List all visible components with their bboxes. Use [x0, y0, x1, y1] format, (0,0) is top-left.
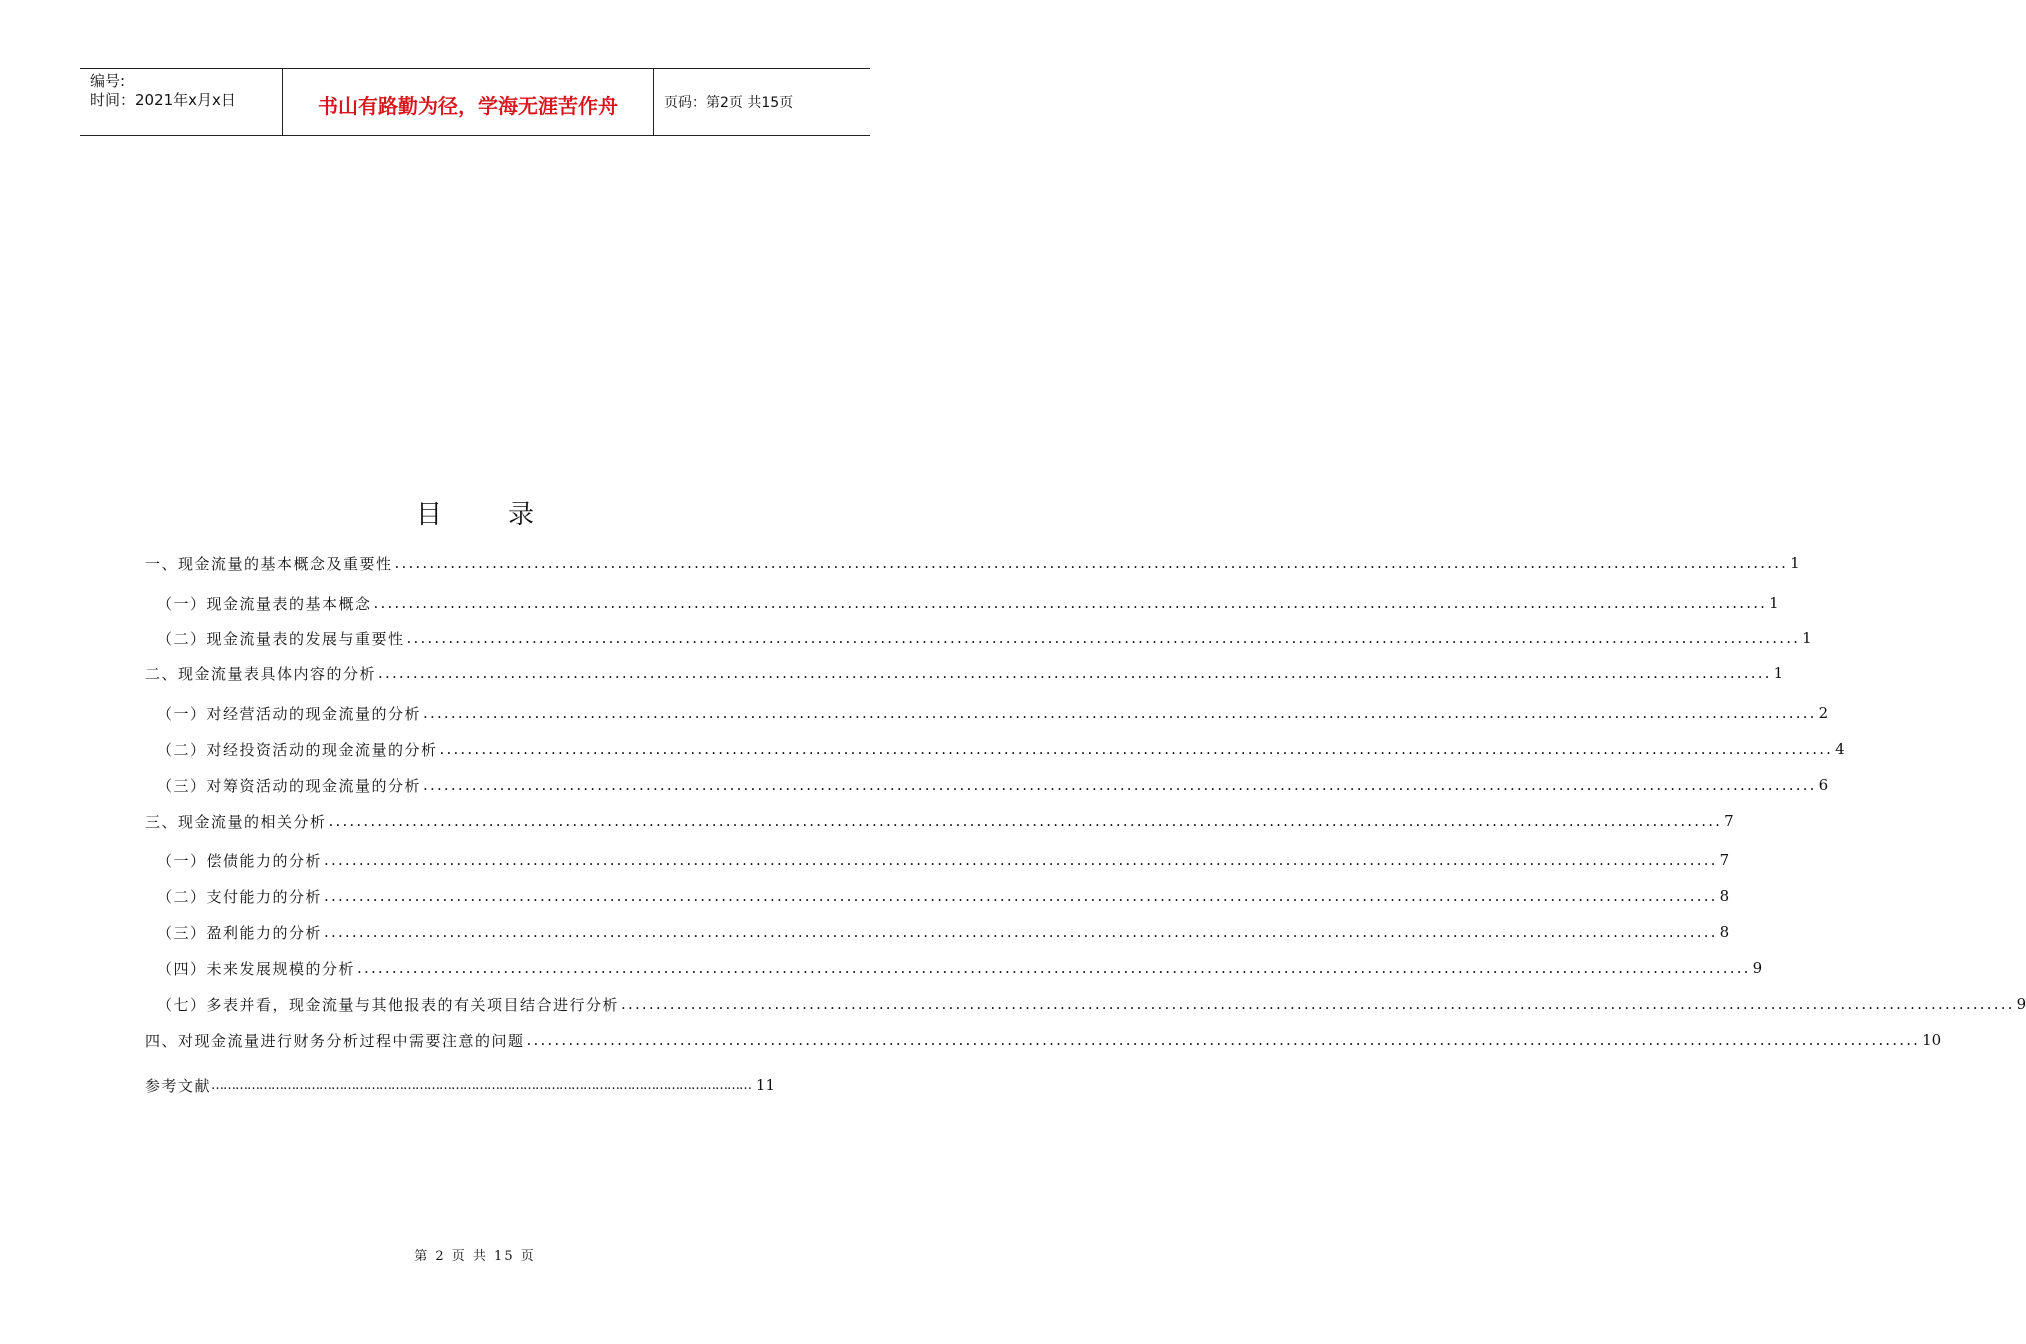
toc-entry-page: 1 [1773, 664, 1784, 682]
toc-entry-leader: ........................................................................................................................................................................................................ [439, 740, 1834, 758]
toc-entry-page: 11 [755, 1076, 775, 1094]
toc-entry-leader: ……………………………………………………………………………………………………………………… [211, 1077, 752, 1093]
toc-entry-text: 参考文献 [145, 1076, 212, 1095]
toc-entry-text: 三、现金流量的相关分析 [145, 812, 327, 831]
toc-entry-leader: ........................................................................................................................................................................................................ [406, 629, 1801, 647]
toc-entry-text: （三）对筹资活动的现金流量的分析 [157, 776, 422, 795]
toc-title-left: 目 [415, 500, 442, 530]
toc-entry-page: 7 [1724, 812, 1734, 830]
toc-entry[interactable] [157, 734, 1845, 764]
toc-entry[interactable] [157, 881, 1730, 911]
toc-entry-text: （二）对经投资活动的现金流量的分析 [157, 740, 438, 759]
toc-entry-leader: ........................................................................................................................................................................................................ [328, 812, 1723, 830]
toc-entry-text: （一）偿债能力的分析 [157, 851, 323, 870]
toc-entry[interactable] [145, 548, 1800, 578]
document-time: 时间：2021年x月x日 [90, 91, 236, 109]
toc-entry-text: （一）现金流量表的基本概念 [157, 594, 372, 613]
toc-entry[interactable] [157, 770, 1829, 800]
header-meta [80, 69, 282, 135]
toc-entry-page: 6 [1818, 776, 1829, 794]
toc-entry-text: 一、现金流量的基本概念及重要性 [145, 554, 393, 573]
toc-entry-page: 1 [1802, 629, 1812, 647]
toc-entry[interactable] [145, 806, 1734, 836]
toc-entry-page: 4 [1835, 740, 1845, 758]
toc-entry[interactable] [157, 953, 1763, 983]
toc-entry[interactable] [145, 1025, 1942, 1055]
toc-entry-leader: ........................................................................................................................................................................................................ [324, 887, 1718, 905]
header-page-info-cell [654, 69, 870, 135]
toc-entry-leader: ........................................................................................................................................................................................................ [378, 664, 1772, 682]
header-motto: 书山有路勤为径，学海无涯苦作舟 [318, 93, 618, 118]
toc-entry-leader: ........................................................................................................................................................................................................ [373, 594, 1768, 612]
toc-entry-page: 9 [1752, 959, 1763, 977]
toc-entry[interactable] [157, 623, 1812, 653]
toc-title [0, 494, 950, 531]
toc-entry-text: （二）支付能力的分析 [157, 887, 323, 906]
toc-entry-page: 1 [1790, 554, 1800, 572]
toc-entry-page: 1 [1769, 594, 1779, 612]
toc-entry-leader: ........................................................................................................................................................................................................ [394, 554, 1789, 572]
toc-entry[interactable] [157, 588, 1779, 618]
page-footer: 第 2 页 共 15 页 [414, 1249, 536, 1264]
toc-entry-page: 8 [1719, 887, 1730, 905]
document-number-label: 编号: [90, 72, 126, 90]
toc-entry[interactable] [157, 845, 1730, 875]
toc-references-entry[interactable] [145, 1070, 775, 1100]
toc-entry-text: 二、现金流量表具体内容的分析 [145, 664, 377, 683]
toc-entry-leader: ........................................................................................................................................................................................................ [423, 704, 1817, 722]
toc-entry-page: 2 [1818, 704, 1829, 722]
header-page-info: 页码：第2页 共15页 [664, 95, 794, 111]
header-motto-cell [282, 69, 654, 135]
toc-entry[interactable] [157, 698, 1829, 728]
toc-entry-text: 四、对现金流量进行财务分析过程中需要注意的问题 [145, 1031, 525, 1050]
toc-entry-page: 7 [1719, 851, 1730, 869]
toc-entry-leader: ........................................................................................................................................................................................................ [621, 995, 2015, 1013]
toc-entry-leader: ........................................................................................................................................................................................................ [526, 1031, 1921, 1049]
toc-entry-text: （一）对经营活动的现金流量的分析 [157, 704, 422, 723]
toc-entry-text: （三）盈利能力的分析 [157, 923, 323, 942]
toc-entry-leader: ........................................................................................................................................................................................................ [357, 959, 1751, 977]
toc-entry-page: 8 [1719, 923, 1730, 941]
toc-entry-text: （七）多表并看，现金流量与其他报表的有关项目结合进行分析 [157, 995, 620, 1014]
page-header [80, 68, 870, 136]
toc-entry-leader: ........................................................................................................................................................................................................ [324, 851, 1718, 869]
toc-entry-page: 10 [1922, 1031, 1942, 1049]
toc-entry-page: 9 [2016, 995, 2026, 1013]
toc-entry[interactable] [157, 917, 1730, 947]
toc-entry-leader: ........................................................................................................................................................................................................ [423, 776, 1817, 794]
toc-entry-leader: ........................................................................................................................................................................................................ [324, 923, 1718, 941]
toc-entry[interactable] [157, 989, 2026, 1019]
toc-entry[interactable] [145, 658, 1784, 688]
toc-entry-text: （四）未来发展规模的分析 [157, 959, 356, 978]
toc-entry-text: （二）现金流量表的发展与重要性 [157, 629, 405, 648]
toc-title-right: 录 [508, 500, 535, 530]
